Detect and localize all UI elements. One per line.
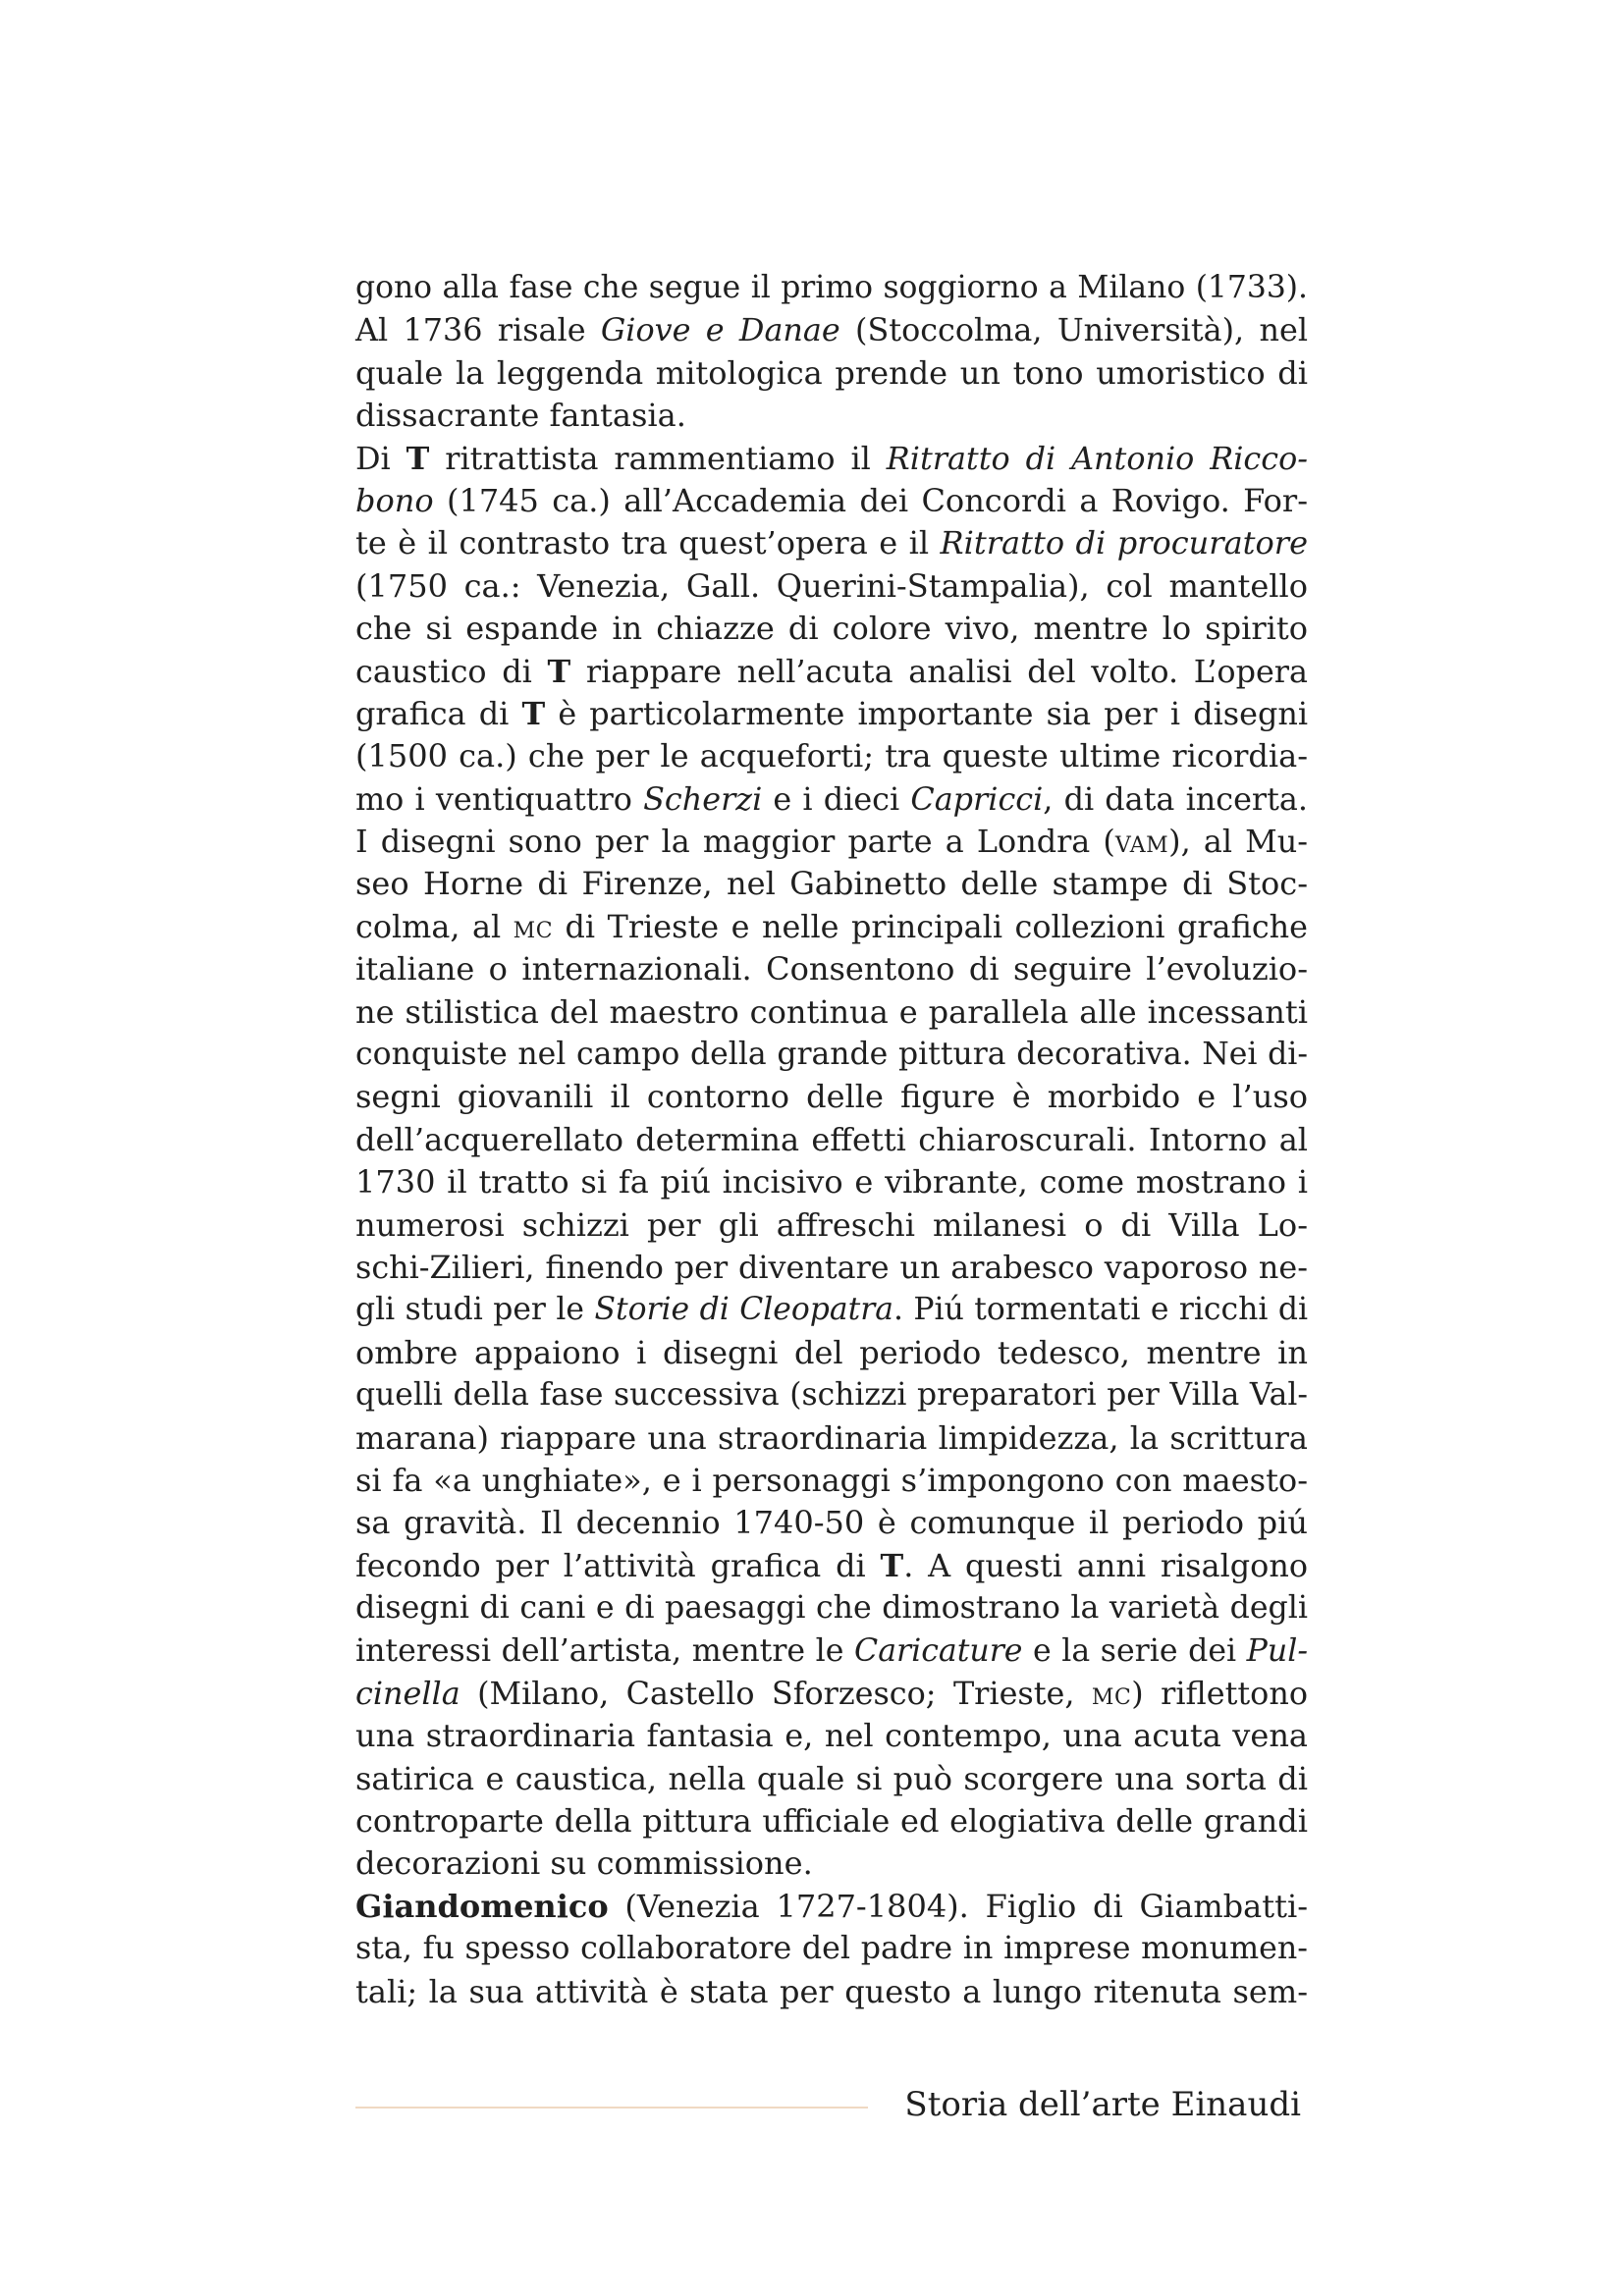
text-segment: tali; la sua attività è stata per questo a lungo ritenuta sem-	[355, 1972, 1308, 2010]
text-line	[355, 1289, 1308, 1331]
text-line	[355, 821, 1308, 863]
body-text	[355, 267, 1308, 2013]
text-segment: T	[406, 439, 430, 477]
text-segment: caustico di	[355, 652, 548, 690]
text-line	[355, 1800, 1308, 1842]
text-line	[355, 1119, 1308, 1161]
text-segment: riappare nell’acuta analisi del volto. L’opera	[570, 652, 1308, 690]
text-segment: numerosi schizzi per gli affreschi milanesi o di Villa Lo-	[355, 1205, 1308, 1244]
text-segment: colma, al	[355, 907, 514, 945]
text-segment: T	[521, 694, 546, 732]
text-line	[355, 1417, 1308, 1460]
text-segment: 1730 il tratto si fa piú incisivo e vibrante, come mostrano i	[355, 1163, 1308, 1201]
text-segment: Giove e Danae	[600, 311, 840, 349]
text-segment: che si espande in chiazze di colore vivo, mentre lo spirito	[355, 610, 1308, 648]
footer-title: Storia dell’arte Einaudi	[904, 2085, 1301, 2124]
text-segment: T	[880, 1546, 904, 1584]
text-segment: mc	[513, 907, 554, 945]
text-segment: Giandomenico	[355, 1887, 609, 1925]
text-segment: e i dieci	[762, 779, 911, 818]
text-line	[355, 1374, 1308, 1416]
text-segment: Capricci	[910, 779, 1044, 818]
text-line	[355, 948, 1308, 990]
text-segment: è particolarmente importante sia per i disegni	[545, 694, 1308, 732]
text-line	[355, 1204, 1308, 1247]
text-line	[355, 1502, 1308, 1544]
text-line	[355, 522, 1308, 564]
text-segment: di Trieste e nelle principali collezioni grafiche	[553, 907, 1308, 945]
text-segment: Storie di Cleopatra	[594, 1292, 893, 1328]
text-line	[355, 1161, 1308, 1203]
text-line	[355, 1928, 1308, 1970]
text-segment: controparte della pittura ufficiale ed elogiativa delle grandi	[355, 1802, 1308, 1841]
text-segment: (1745 ca.) all’Accademia dei Concordi a Rovigo. For-	[433, 481, 1308, 519]
text-line	[355, 352, 1308, 395]
text-segment: segni giovanili il contorno delle figure è morbido e l’uso	[355, 1078, 1308, 1116]
text-line	[355, 693, 1308, 735]
text-segment: Pul-	[1246, 1632, 1308, 1669]
text-segment: conquiste nel campo della grande pittura decorativa. Nei di-	[355, 1037, 1308, 1073]
text-line	[355, 1332, 1308, 1374]
text-line	[355, 778, 1308, 821]
text-segment: ne stilistica del maestro continua e parallela alle incessanti	[355, 992, 1308, 1031]
text-segment: Al 1736 risale	[355, 311, 601, 349]
text-segment: ritrattista rammentiamo il	[429, 439, 887, 477]
text-line	[355, 1715, 1308, 1757]
text-segment: (1500 ca.) che per le acqueforti; tra queste ultime ricordia-	[355, 737, 1308, 775]
text-line	[355, 438, 1308, 480]
text-line	[355, 267, 1308, 309]
text-line	[355, 735, 1308, 777]
text-segment: (1750 ca.: Venezia, Gall. Querini-Stampalia), col mantello	[355, 566, 1308, 605]
text-line	[355, 991, 1308, 1034]
text-segment: (Venezia 1727-1804). Figlio di Giambatti-	[608, 1887, 1308, 1925]
text-segment: ombre appaiono i disegni del periodo tedesco, mentre in	[355, 1333, 1308, 1371]
text-line	[355, 395, 1308, 437]
text-segment: ) riflettono	[1131, 1674, 1308, 1712]
text-segment: ), al Mu-	[1168, 823, 1308, 861]
text-segment: mo i ventiquattro	[355, 779, 644, 818]
text-line	[355, 1545, 1308, 1587]
text-segment: mc	[1091, 1674, 1132, 1712]
text-line	[355, 1971, 1308, 2013]
text-segment: sta, fu spesso collaboratore del padre in imprese monumen-	[355, 1931, 1308, 1967]
text-segment: seo Horne di Firenze, nel Gabinetto delle stampe di Stoc-	[355, 865, 1308, 903]
text-segment: satirica e caustica, nella quale si può scorgere una sorta di	[355, 1759, 1308, 1797]
text-segment: Ritratto di procuratore	[940, 524, 1308, 562]
footer-rule	[355, 2107, 868, 2109]
text-segment: gono alla fase che segue il primo soggiorno a Milano (1733).	[355, 270, 1308, 305]
text-segment: e la serie dei	[1022, 1632, 1247, 1669]
text-line	[355, 1587, 1308, 1629]
text-line	[355, 608, 1308, 650]
text-segment: . A questi anni risalgono	[903, 1546, 1308, 1584]
text-line	[355, 1460, 1308, 1502]
text-segment: interessi dell’artista, mentre le	[355, 1632, 855, 1669]
text-segment: I disegni sono per la maggior parte a Londra (	[355, 823, 1115, 861]
text-segment: quelli della fase successiva (schizzi preparatori per Villa Val-	[355, 1377, 1308, 1414]
text-line	[355, 1886, 1308, 1928]
text-segment: fecondo per l’attività grafica di	[355, 1546, 881, 1584]
text-segment: sa gravità. Il decennio 1740-50 è comunque il periodo piú	[355, 1504, 1308, 1542]
text-line	[355, 1758, 1308, 1800]
text-segment: Di	[355, 439, 406, 477]
text-segment: (Milano, Castello Sforzesco; Trieste,	[460, 1674, 1092, 1712]
text-segment: T	[547, 652, 571, 690]
text-segment: te è il contrasto tra quest’opera e il	[355, 524, 941, 562]
text-segment: dissacrante fantasia.	[355, 397, 686, 435]
text-line	[355, 1673, 1308, 1715]
text-segment: italiane o internazionali. Consentono di seguire l’evoluzio-	[355, 950, 1308, 988]
text-segment: Scherzi	[643, 779, 763, 818]
text-segment: gli studi per le	[355, 1292, 595, 1328]
text-line	[355, 906, 1308, 948]
text-segment: grafica di	[355, 694, 522, 732]
text-segment: si fa «a unghiate», e i personaggi s’impongono con maesto-	[355, 1461, 1308, 1499]
text-segment: cinella	[355, 1674, 460, 1712]
text-segment: Ritratto di Antonio Ricco-	[886, 439, 1308, 477]
text-line	[355, 1034, 1308, 1076]
text-line	[355, 863, 1308, 905]
text-segment: bono	[355, 481, 434, 519]
text-segment: dell’acquerellato determina effetti chiaroscurali. Intorno al	[355, 1120, 1308, 1158]
text-segment: Caricature	[854, 1632, 1023, 1669]
text-segment: quale la leggenda mitologica prende un tono umoristico di	[355, 353, 1308, 392]
text-line	[355, 480, 1308, 522]
text-segment: schi-Zilieri, finendo per diventare un arabesco vaporoso ne-	[355, 1248, 1308, 1286]
text-segment: . Piú tormentati e ricchi di	[893, 1292, 1308, 1328]
text-segment: marana) riappare una straordinaria limpidezza, la scrittura	[355, 1418, 1308, 1457]
text-segment: disegni di cani e di paesaggi che dimostrano la varietà degli	[355, 1590, 1308, 1627]
text-line	[355, 309, 1308, 351]
text-line	[355, 1630, 1308, 1673]
text-line	[355, 565, 1308, 608]
text-segment: una straordinaria fantasia e, nel contempo, una acuta vena	[355, 1717, 1308, 1755]
text-segment: decorazioni su commissione.	[355, 1844, 813, 1883]
text-line	[355, 1247, 1308, 1289]
text-segment: vam	[1114, 823, 1169, 861]
text-line	[355, 1076, 1308, 1118]
text-segment: (Stoccolma, Università), nel	[839, 311, 1308, 349]
text-line	[355, 1842, 1308, 1885]
text-segment: , di data incerta.	[1043, 779, 1309, 818]
text-line	[355, 651, 1308, 693]
